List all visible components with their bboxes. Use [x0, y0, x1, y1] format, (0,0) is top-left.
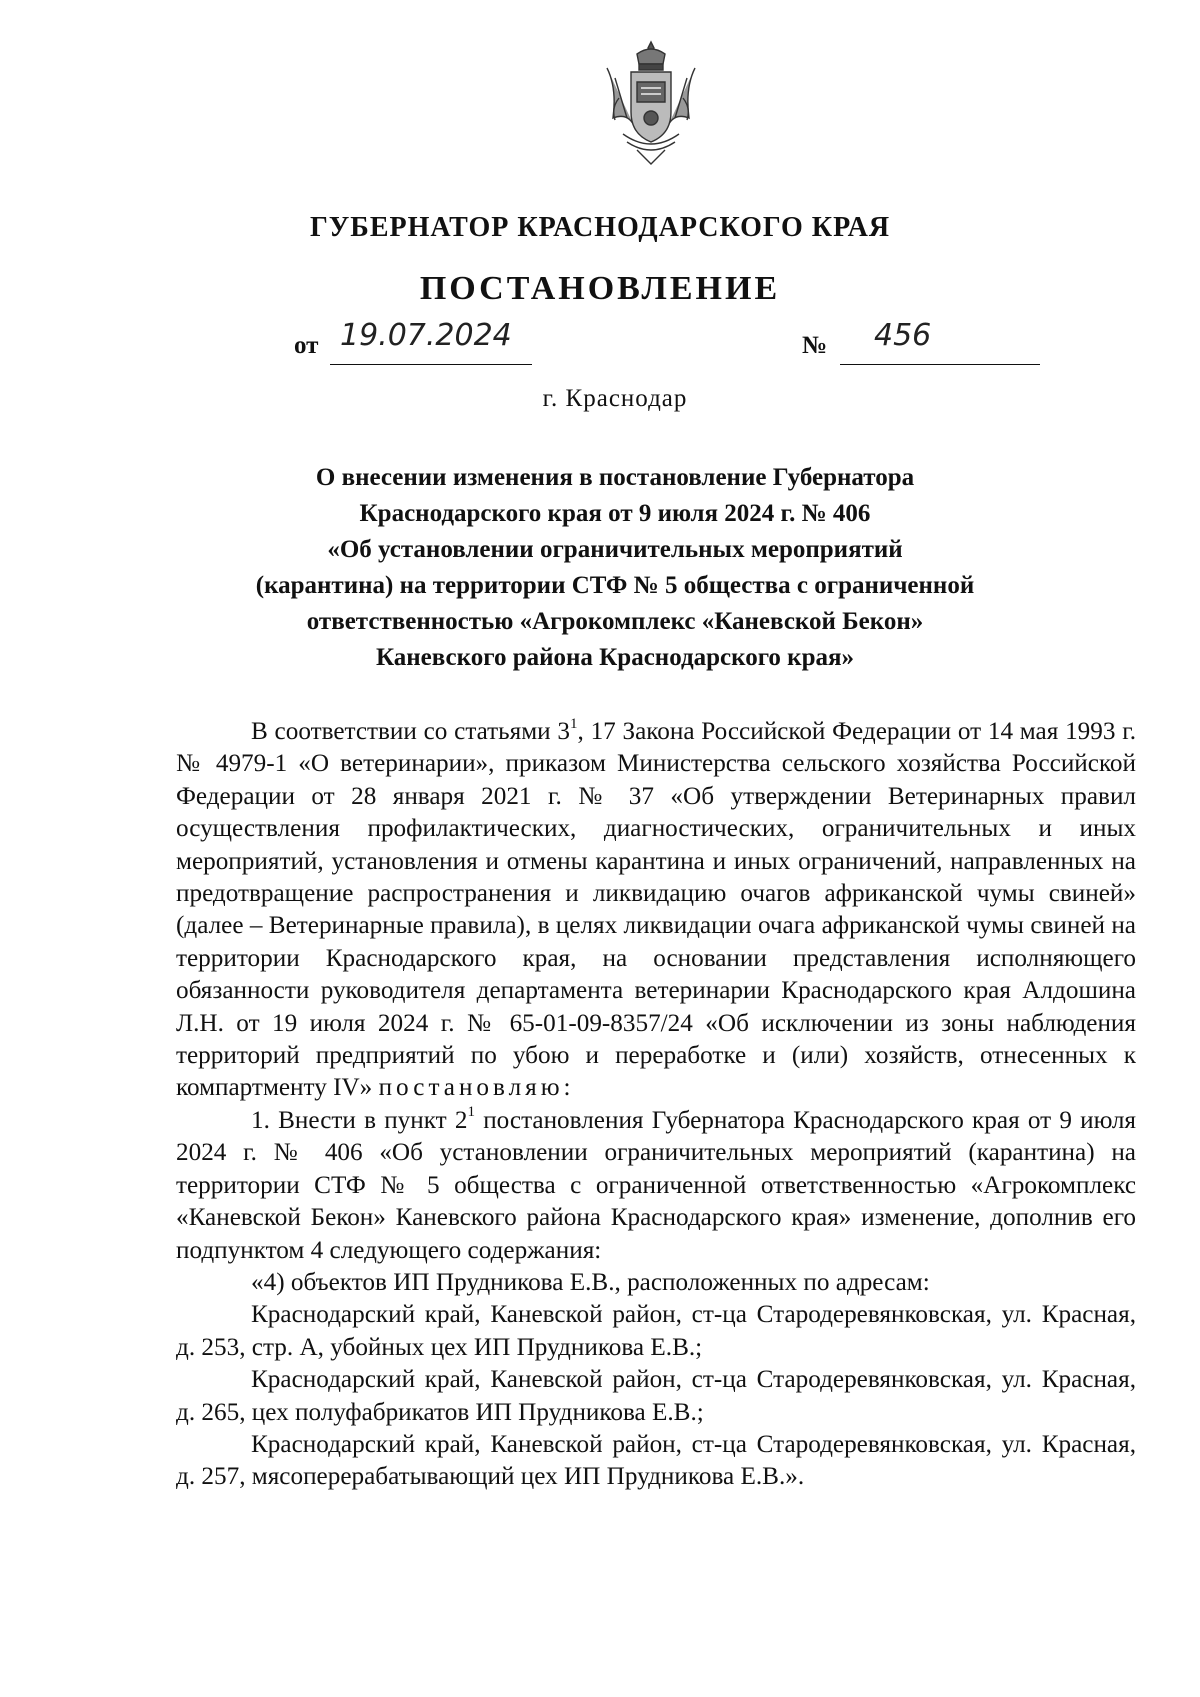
preamble-text-cont: , 17 Закона Российской Федерации от 14 мая 1993 г. № 4979-1 «О ветеринарии», приказом Министерства сельского хозяйства Российской Федерации от 28 января 2021 г. № 37 «Об утверждении Ветеринарных правил осуществления профилактических, диагностических, ограничительных и иных мероприятий, установления и отмены карантина и иных ограничений, направленных на предотвращение распространения и ликвидацию очагов африканской чумы свиней» (далее – Ветеринарные правила), в целях ликвидации очага африканской чумы свиней на территории Краснодарского края, на основании представления исполняющего обязанности руководителя департамента ветеринарии Краснодарского края Алдошина Л.Н. от 19 июля 2024 г. № 65-01-09-8357/24 «Об исключении из зоны наблюдения территорий предприятий по убою и переработке и (или) хозяйств, отнесенных к компартменту IV»	[176, 718, 1136, 1102]
coat-of-arms-emblem	[597, 38, 705, 170]
item-1-text: 1. Внести в пункт 2	[251, 1106, 468, 1134]
preamble-text: В соответствии со статьями 3	[251, 718, 571, 745]
title-line: Каневского района Краснодарского края»	[375, 644, 855, 671]
title-line: Краснодарского края от 9 июля 2024 г. № 406	[359, 500, 871, 527]
document-type-heading: ПОСТАНОВЛЕНИЕ	[419, 270, 781, 307]
document-title	[150, 460, 1080, 676]
document-body	[176, 716, 1136, 1494]
handwritten-date: 19.07.2024	[340, 318, 512, 353]
date-label: от	[294, 332, 319, 359]
date-underline	[330, 364, 532, 365]
preamble-paragraph	[176, 716, 1136, 1105]
title-line: (карантина) на территории СТФ № 5 общества с ограниченной	[255, 572, 975, 599]
handwritten-number: 456	[874, 318, 932, 353]
item-1-paragraph	[176, 1105, 1136, 1267]
number-underline	[840, 364, 1040, 365]
city-line: г. Краснодар	[542, 385, 688, 412]
superscript: 1	[467, 1104, 475, 1121]
item-1-text-cont: постановления Губернатора Краснодарского края от 9 июля 2024 г. № 406 «Об установлении ограничительных мероприятий (карантина) на территории СТФ № 5 общества с ограниченной ответственностью «Агрокомплекс «Каневской Бекон» Каневского района Краснодарского края» изменение, дополнив его подпунктом 4 следующего содержания:	[176, 1106, 1136, 1264]
title-line: «Об установлении ограничительных мероприятий	[327, 536, 903, 563]
decree-word: постановляю:	[378, 1074, 575, 1102]
address-paragraph: Краснодарский край, Каневской район, ст-ца Стародеревянковская, ул. Красная, д. 265, цех полуфабрикатов ИП Прудникова Е.В.;	[176, 1366, 1136, 1426]
title-line: О внесении изменения в постановление Губернатора	[315, 464, 915, 491]
issuer-heading: ГУБЕРНАТОР КРАСНОДАРСКОГО КРАЯ	[309, 212, 891, 243]
title-line: ответственностью «Агрокомплекс «Каневской Бекон»	[306, 608, 924, 635]
address-paragraph: Краснодарский край, Каневской район, ст-ца Стародеревянковская, ул. Красная, д. 257, мясоперерабатывающий цех ИП Прудникова Е.В.».	[176, 1430, 1136, 1491]
address-paragraph: Краснодарский край, Каневской район, ст-ца Стародеревянковская, ул. Красная, д. 253, стр. А, убойных цех ИП Прудникова Е.В.;	[176, 1301, 1136, 1361]
superscript: 1	[570, 715, 578, 732]
subitem-4-paragraph: «4) объектов ИП Прудникова Е.В., расположенных по адресам:	[251, 1268, 930, 1296]
number-label: №	[802, 332, 828, 359]
